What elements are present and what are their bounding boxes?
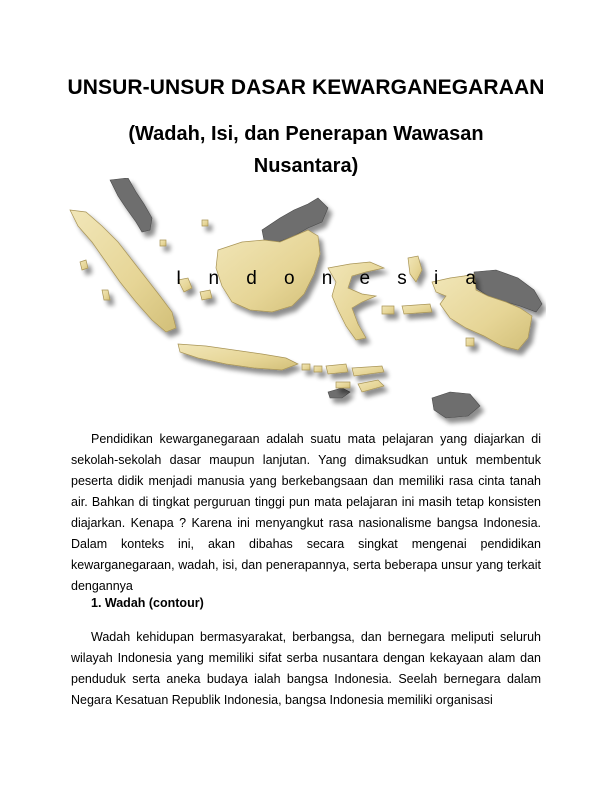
java-shape xyxy=(178,344,298,370)
sumbawa-shape xyxy=(326,364,348,374)
map-label-letter: d xyxy=(246,268,257,289)
mentawai-shape xyxy=(102,290,110,300)
aru-shape xyxy=(466,338,474,346)
intro-paragraph: Pendidikan kewarganegaraan adalah suatu mata pelajaran yang diajarkan di sekolah-sekolah dasar maupun lanjutan. Yang dimaksudkan untuk membentuk peserta didik menjadi manusia yang berkebangsaan dan memiliki rasa cinta tanah air. Bahkan di tingkat perguruan tinggi pun mata pelajaran ini masih tetap konsisten diajarkan. Kenapa ? Karena ini menyangkut rasa nasionalisme bangsa Indonesia. Dalam konteks ini, akan dibahas secara singkat mengenai pendidikan kewarganegaraan, wadah, isi, dan penerapannya, serta beberapa unsur yang terkait dengannya xyxy=(71,432,541,593)
malay-peninsula-shape xyxy=(110,178,152,232)
indonesia-map-image xyxy=(66,178,546,428)
indonesia-islands xyxy=(70,210,532,392)
map-label-letter: a xyxy=(465,268,476,289)
map-label-letter: o xyxy=(284,268,295,289)
map-label-letter: e xyxy=(359,268,371,289)
map-label-letter: n xyxy=(321,268,333,289)
belitung-shape xyxy=(200,290,212,300)
map-label-letter: i xyxy=(433,268,439,289)
flores-shape xyxy=(352,366,384,376)
sumatra-shape xyxy=(70,210,176,332)
natuna-shape xyxy=(202,220,208,226)
lombok-shape xyxy=(314,366,322,372)
australia-tip-shape xyxy=(432,392,480,418)
document-subtitle: (Wadah, Isi, dan Penerapan Wawasan Nusantara) xyxy=(128,123,484,177)
sumba-shape xyxy=(336,382,350,388)
map-label-indonesia xyxy=(176,268,476,290)
map-label-letter: n xyxy=(208,268,220,289)
bali-shape xyxy=(302,364,310,370)
timor-shape xyxy=(358,380,384,392)
buru-shape xyxy=(382,306,394,314)
seram-shape xyxy=(402,304,432,314)
riau-islands-shape xyxy=(160,240,166,246)
nias-shape xyxy=(80,260,88,270)
map-label-letter: I xyxy=(176,268,182,289)
timor-leste-shape xyxy=(328,388,350,398)
map-label-letter: s xyxy=(397,268,407,289)
section-heading-wadah: 1. Wadah (contour) xyxy=(91,596,204,610)
wadah-paragraph: Wadah kehidupan bermasyarakat, berbangsa, dan bernegara meliputi seluruh wilayah Indonesia yang memiliki sifat serba nusantara dengan kekayaan alam dan penduduk serta aneka budaya ialah bangsa Indonesia. Seelah bernegara dalam Negara Kesatuan Republik Indonesia, bangsa Indonesia memiliki organisasi xyxy=(71,630,541,707)
document-title: UNSUR-UNSUR DASAR KEWARGANEGARAAN xyxy=(67,76,545,99)
